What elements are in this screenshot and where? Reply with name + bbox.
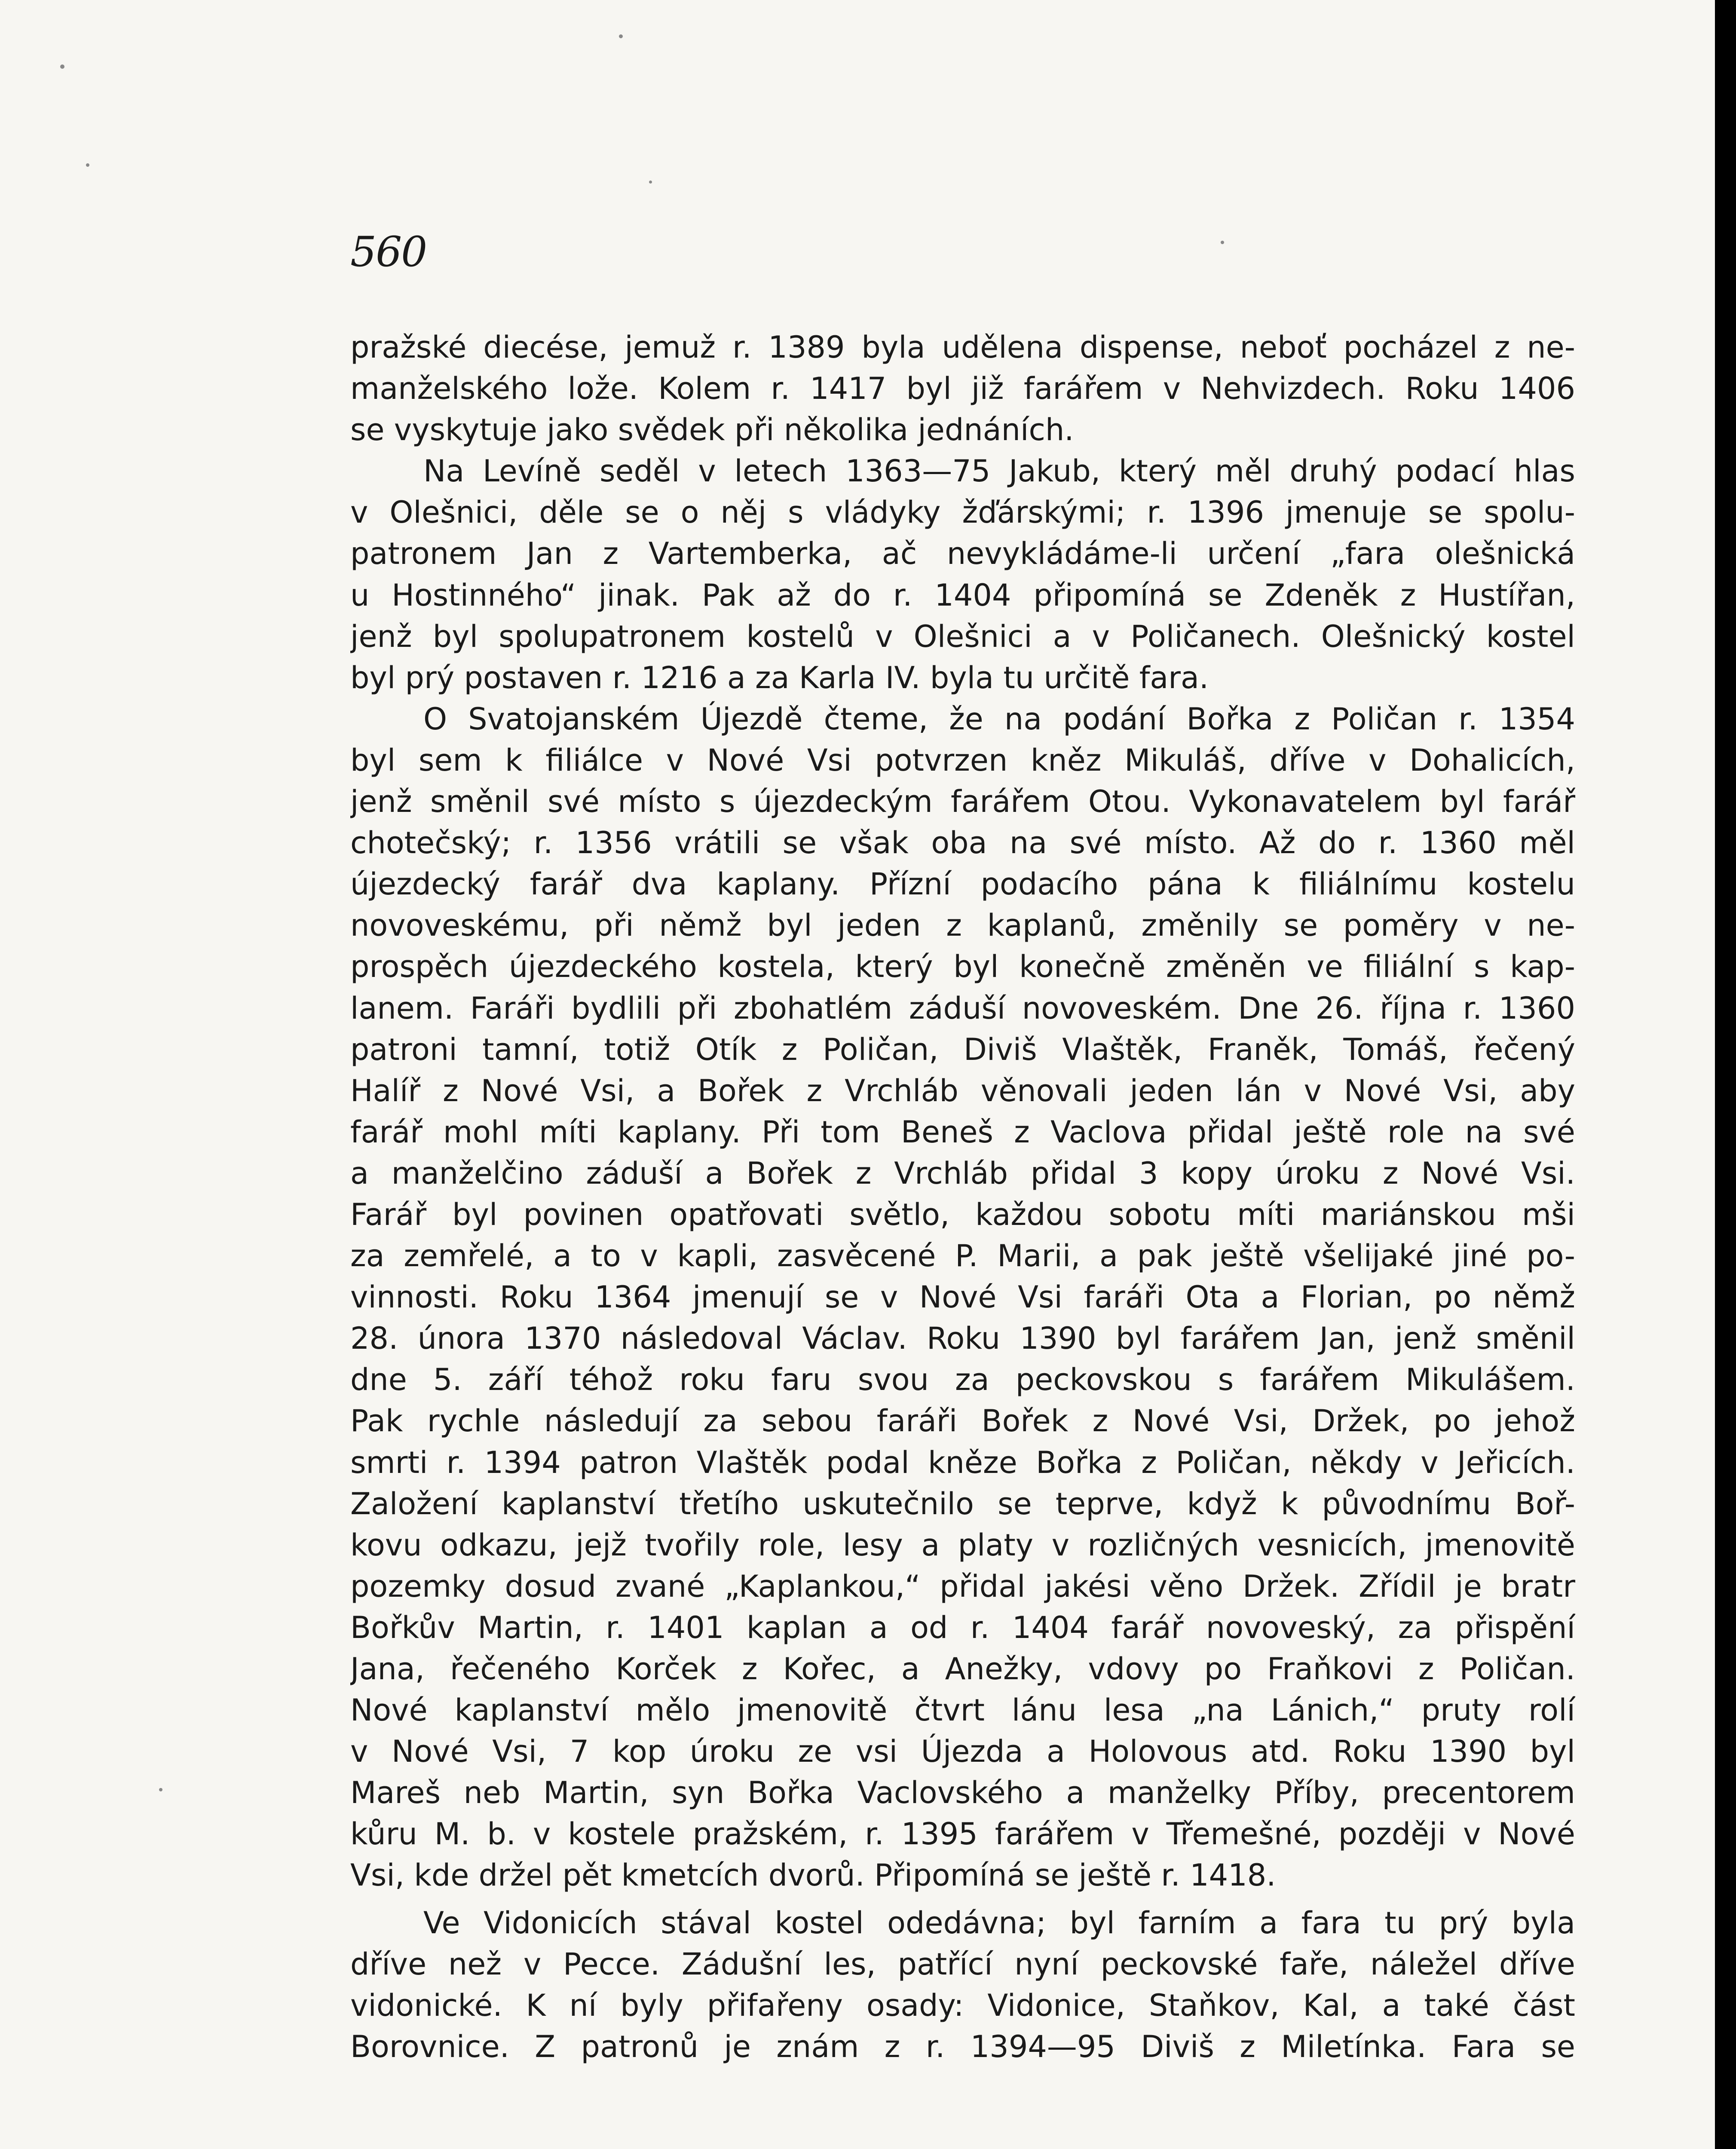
text-line: Bořkův Martin, r. 1401 kaplan a od r. 1404 farář novoveský, za přispění xyxy=(350,1610,1575,1645)
scan-border xyxy=(1715,0,1736,2149)
text-line: jenž směnil své místo s újezdeckým farářem Otou. Vykonavatelem byl farář xyxy=(350,784,1575,820)
text-line: novoveskému, při němž byl jeden z kaplanů, změnily se poměry v ne- xyxy=(350,908,1575,943)
text-line: vidonické. K ní byly přifařeny osady: Vidonice, Staňkov, Kal, a také část xyxy=(350,1987,1575,2023)
paragraph-2 xyxy=(350,450,1575,698)
text-line: se vyskytuje jako svědek při několika jednáních. xyxy=(350,412,1074,448)
text-line: Mareš neb Martin, syn Bořka Vaclovského a manželky Příby, precentorem xyxy=(350,1775,1575,1811)
text-line: manželského lože. Kolem r. 1417 byl již farářem v Nehvizdech. Roku 1406 xyxy=(350,371,1575,407)
paragraph-1 xyxy=(350,327,1575,450)
scan-speck xyxy=(60,64,64,69)
text-line: Založení kaplanství třetího uskutečnilo se teprve, když k původnímu Boř- xyxy=(350,1486,1575,1521)
text-line: v Nové Vsi, 7 kop úroku ze vsi Újezda a Holovous atd. Roku 1390 byl xyxy=(350,1734,1575,1769)
scan-speck xyxy=(86,163,89,167)
text-line: farář mohl míti kaplany. Při tom Beneš z Vaclova přidal ještě role na své xyxy=(350,1114,1575,1150)
text-line: Na Levíně seděl v letech 1363—75 Jakub, který měl druhý podací hlas xyxy=(423,453,1575,489)
text-line: Ve Vidonicích stával kostel odedávna; byl farním a fara tu prý byla xyxy=(423,1905,1575,1941)
text-line: patronem Jan z Vartemberka, ač nevykládáme-li určení „fara olešnická xyxy=(350,536,1575,572)
text-line: Jana, řečeného Korček z Kořec, a Anežky, vdovy po Fraňkovi z Poličan. xyxy=(350,1651,1575,1687)
text-line: Farář byl povinen opatřovati světlo, každou sobotu míti mariánskou mši xyxy=(350,1197,1575,1232)
paragraph-4 xyxy=(350,1902,1575,2067)
text-line: O Svatojanském Újezdě čteme, že na podání Bořka z Poličan r. 1354 xyxy=(423,701,1575,737)
text-line: kovu odkazu, jejž tvořily role, lesy a platy v rozličných vesnicích, jmenovitě xyxy=(350,1527,1575,1563)
scan-speck xyxy=(159,1788,162,1791)
text-line: kůru M. b. v kostele pražském, r. 1395 farářem v Třemešné, později v Nové xyxy=(350,1816,1575,1852)
text-line: Pak rychle následují za sebou faráři Bořek z Nové Vsi, Držek, po jehož xyxy=(350,1403,1575,1439)
text-line: dne 5. září téhož roku faru svou za peckovskou s farářem Mikulášem. xyxy=(350,1362,1575,1398)
page-number: 560 xyxy=(350,228,427,276)
text-line: patroni tamní, totiž Otík z Poličan, Diviš Vlaštěk, Franěk, Tomáš, řečený xyxy=(350,1032,1575,1067)
text-line: byl prý postaven r. 1216 a za Karla IV. byla tu určitě fara. xyxy=(350,660,1209,695)
text-line: vinnosti. Roku 1364 jmenují se v Nové Vsi faráři Ota a Florian, po němž xyxy=(350,1280,1575,1315)
text-line: dříve než v Pecce. Zádušní les, patřící nyní peckovské faře, náležel dříve xyxy=(350,1946,1575,1982)
text-line: Nové kaplanství mělo jmenovitě čtvrt lánu lesa „na Lánich,“ pruty rolí xyxy=(350,1693,1575,1728)
body-text xyxy=(350,327,1575,2067)
text-line: Borovnice. Z patronů je znám z r. 1394—95 Diviš z Miletínka. Fara se xyxy=(350,2029,1575,2064)
text-line: chotečský; r. 1356 vrátili se však oba na své místo. Až do r. 1360 měl xyxy=(350,825,1575,861)
text-line: byl sem k filiálce v Nové Vsi potvrzen kněz Mikuláš, dříve v Dohalicích, xyxy=(350,742,1575,778)
text-line: Halíř z Nové Vsi, a Bořek z Vrchláb věnovali jeden lán v Nové Vsi, aby xyxy=(350,1073,1575,1108)
text-line: újezdecký farář dva kaplany. Přízní podacího pána k filiálnímu kostelu xyxy=(350,866,1575,902)
text-line: prospěch újezdeckého kostela, který byl konečně změněn ve filiální s kap- xyxy=(350,949,1575,985)
scan-speck xyxy=(649,181,652,184)
paragraph-spacing xyxy=(350,1896,1575,1902)
text-line: jenž byl spolupatronem kostelů v Olešnici a v Poličanech. Olešnický kostel xyxy=(350,618,1575,654)
text-line: lanem. Faráři bydlili při zbohatlém záduší novoveském. Dne 26. října r. 1360 xyxy=(350,990,1575,1026)
text-line: pražské diecése, jemuž r. 1389 byla udělena dispense, neboť pocházel z ne- xyxy=(350,330,1575,365)
text-line: 28. února 1370 následoval Václav. Roku 1390 byl farářem Jan, jenž směnil xyxy=(350,1321,1575,1356)
paragraph-3 xyxy=(350,698,1575,1896)
scan-speck xyxy=(619,34,623,38)
text-line: a manželčino záduší a Bořek z Vrchláb přidal 3 kopy úroku z Nové Vsi. xyxy=(350,1155,1575,1191)
text-line: Vsi, kde držel pět kmetcích dvorů. Připomíná se ještě r. 1418. xyxy=(350,1858,1276,1893)
text-line: u Hostinného“ jinak. Pak až do r. 1404 připomíná se Zdeněk z Hustířan, xyxy=(350,577,1575,613)
scan-speck xyxy=(1221,241,1224,244)
text-line: v Olešnici, děle se o něj s vládyky žďárskými; r. 1396 jmenuje se spolu- xyxy=(350,495,1575,530)
text-line: smrti r. 1394 patron Vlaštěk podal kněze Bořka z Poličan, někdy v Jeřicích. xyxy=(350,1445,1575,1480)
text-line: pozemky dosud zvané „Kaplankou,“ přidal jakési věno Držek. Zřídil je bratr xyxy=(350,1568,1575,1604)
text-line: za zemřelé, a to v kapli, zasvěcené P. Marii, a pak ještě všelijaké jiné po- xyxy=(350,1238,1575,1274)
